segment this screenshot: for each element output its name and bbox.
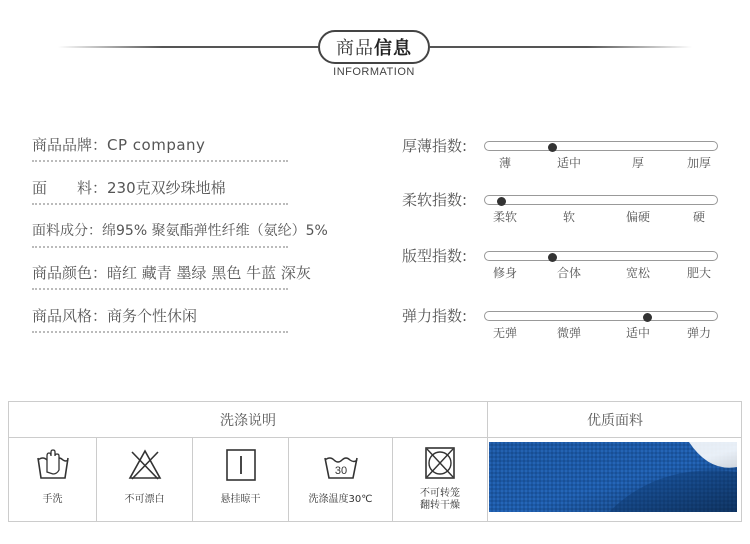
dotted-divider [32,203,288,205]
info-brand [32,134,290,155]
index-track [484,251,718,261]
header-line-left [58,46,318,48]
index-tick: 修身 [492,266,518,280]
fabric-swatch-image [489,442,737,512]
section-subtitle: INFORMATION [333,66,415,78]
index-label: 柔软指数: [402,191,468,209]
dotted-divider [32,246,288,248]
care-item-no-tumble-dry [393,438,488,522]
info-label: 面 料： [32,179,108,197]
index-track [484,195,718,205]
index-marker [497,197,506,206]
index-track [484,311,718,321]
no-tumble-dry-icon [422,446,458,480]
index-tick: 弹力 [686,326,712,340]
index-tick: 厚 [631,156,645,170]
care-item-hang-dry [193,438,289,522]
index-marker [548,253,557,262]
info-value: 230克双纱珠地棉 [107,179,226,197]
index-elasticity [402,305,732,345]
care-label-line2: 翻转干燥 [420,500,460,511]
care-title: 洗涤说明 [9,402,488,438]
index-label: 弹力指数: [402,307,468,325]
dotted-divider [32,331,288,333]
index-label: 厚薄指数: [402,137,468,155]
index-tick: 柔软 [492,210,518,224]
index-track [484,141,718,151]
wash-30-icon [322,448,360,482]
hang-dry-icon [223,448,259,482]
index-thickness [402,135,732,175]
wash-temp-text: 30 [334,465,347,477]
index-marker [548,143,557,152]
index-tick: 软 [562,210,576,224]
section-title [318,30,430,64]
index-tick: 肥大 [686,266,712,280]
info-label: 商品品牌： [32,136,108,154]
index-tick: 适中 [625,326,651,340]
info-colors [32,262,311,283]
info-fabric [32,177,290,198]
hand-wash-icon [35,448,71,482]
info-value: 绵95% 聚氨酯弹性纤维（氨纶）5% [102,223,328,239]
index-label: 版型指数: [402,247,468,265]
info-label: 商品颜色： [32,264,108,282]
index-marker [643,313,652,322]
care-label [393,488,487,512]
index-tick: 薄 [498,156,512,170]
care-label-line1: 不可转笼 [420,488,460,499]
fabric-title: 优质面料 [488,402,742,438]
info-value: 暗红 藏青 墨绿 黑色 牛蓝 深灰 [107,264,311,282]
dotted-divider [32,160,288,162]
dotted-divider [32,288,288,290]
care-item-hand-wash [9,438,97,522]
index-tick: 硬 [692,210,706,224]
index-tick: 宽松 [625,266,651,280]
index-tick: 微弹 [556,326,582,340]
index-tick: 偏硬 [625,210,651,224]
info-value: 商务个性休闲 [107,307,198,325]
care-label: 手洗 [42,494,63,505]
care-label: 不可漂白 [124,494,165,505]
section-title-bold: 信息 [374,38,412,59]
index-softness [402,189,732,229]
index-fit [402,245,732,285]
info-style [32,305,290,326]
index-tick: 加厚 [686,156,712,170]
header-line-right [430,46,692,48]
care-item-wash-30 [289,438,393,522]
care-item-no-bleach [97,438,193,522]
no-bleach-icon [127,448,163,482]
info-composition [32,220,328,240]
index-tick: 无弹 [492,326,518,340]
info-value: CP company [107,136,206,154]
care-label: 洗涤温度30℃ [308,494,373,505]
index-tick: 合体 [556,266,582,280]
section-title-light: 商品 [336,38,374,59]
index-tick: 适中 [556,156,582,170]
care-label: 悬挂晾干 [220,494,261,505]
info-label: 面料成分： [32,223,102,239]
info-label: 商品风格： [32,307,108,325]
